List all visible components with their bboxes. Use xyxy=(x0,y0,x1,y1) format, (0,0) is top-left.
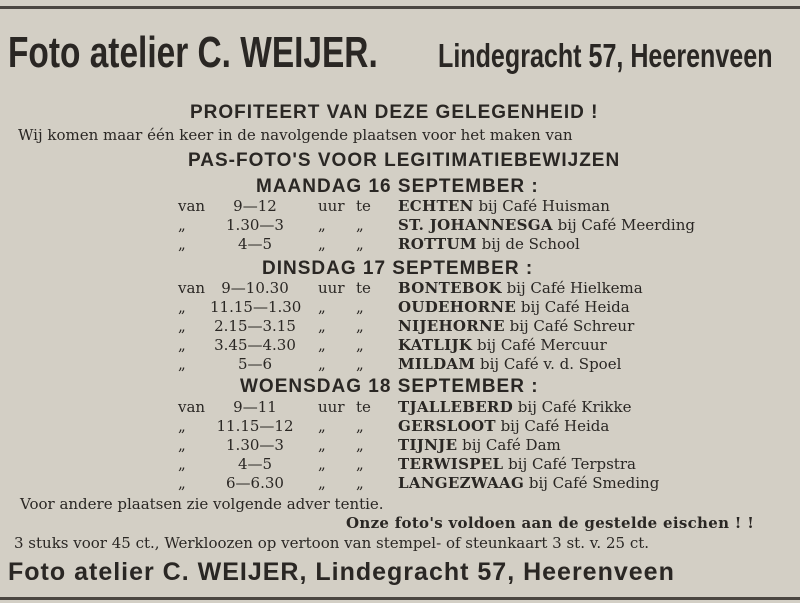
schedule-row xyxy=(0,436,800,455)
footer-signature: Foto atelier C. WEIJER, Lindegracht 57, Heerenveen xyxy=(8,558,675,586)
guarantee-line: Onze foto's voldoen aan de gestelde eischen ! ! xyxy=(346,514,755,532)
uur-label: „ xyxy=(318,474,326,492)
van-label: „ xyxy=(178,216,186,234)
time-range: 11.15—12 xyxy=(216,417,294,435)
schedule-row xyxy=(0,355,800,374)
place-name: LANGEZWAAG xyxy=(398,474,525,492)
van-label: van xyxy=(178,197,206,215)
uur-label: „ xyxy=(318,298,326,316)
uur-label: „ xyxy=(318,317,326,335)
location xyxy=(398,216,695,234)
te-label: te xyxy=(356,398,371,416)
time-range: 9—11 xyxy=(233,398,277,416)
place-name: NIJEHORNE xyxy=(398,317,505,335)
location xyxy=(398,455,636,473)
te-label: te xyxy=(356,197,371,215)
schedule-row xyxy=(0,298,800,317)
te-label: „ xyxy=(356,317,364,335)
header-title: Foto atelier C. WEIJER. xyxy=(8,28,378,77)
schedule-row xyxy=(0,216,800,235)
te-label: „ xyxy=(356,235,364,253)
location xyxy=(398,474,659,492)
uur-label: „ xyxy=(318,436,326,454)
te-label: „ xyxy=(356,355,364,373)
top-rule xyxy=(0,6,800,9)
place-name: TIJNJE xyxy=(398,436,458,454)
header xyxy=(8,18,793,88)
place-name: ROTTUM xyxy=(398,235,477,253)
place-name: KATLIJK xyxy=(398,336,473,354)
place-name: MILDAM xyxy=(398,355,476,373)
location xyxy=(398,235,580,253)
van-label: „ xyxy=(178,235,186,253)
uur-label: „ xyxy=(318,235,326,253)
time-range: 9—10.30 xyxy=(221,279,289,297)
schedule-row xyxy=(0,197,800,216)
other-places-note: Voor andere plaatsen zie volgende adver tentie. xyxy=(20,495,384,513)
headline: PROFITEERT VAN DEZE GELEGENHEID ! xyxy=(190,102,599,123)
time-range: 4—5 xyxy=(237,455,273,473)
time-range: 2.15—3.15 xyxy=(214,317,296,335)
location xyxy=(398,279,643,297)
uur-label: „ xyxy=(318,216,326,234)
venue: bij Café Dam xyxy=(462,436,561,454)
time-range: 9—12 xyxy=(233,197,277,215)
place-name: TJALLEBERD xyxy=(398,398,514,416)
day-heading: MAANDAG 16 SEPTEMBER : xyxy=(256,176,539,197)
schedule-row xyxy=(0,398,800,417)
uur-label: uur xyxy=(318,279,345,297)
place-name: TERWISPEL xyxy=(398,455,504,473)
day-heading: DINSDAG 17 SEPTEMBER : xyxy=(262,258,534,279)
schedule-row xyxy=(0,279,800,298)
day-heading: WOENSDAG 18 SEPTEMBER : xyxy=(240,376,539,397)
venue: bij Café Meerding xyxy=(557,216,695,234)
van-label: „ xyxy=(178,455,186,473)
schedule-row xyxy=(0,235,800,254)
van-label: van xyxy=(178,398,206,416)
venue: bij Café Heida xyxy=(520,298,630,316)
te-label: „ xyxy=(356,298,364,316)
time-range: 1.30—3 xyxy=(226,436,284,454)
te-label: „ xyxy=(356,417,364,435)
venue: bij Café Terpstra xyxy=(508,455,636,473)
van-label: „ xyxy=(178,298,186,316)
venue: bij Café v. d. Spoel xyxy=(480,355,622,373)
time-range: 1.30—3 xyxy=(226,216,284,234)
van-label: „ xyxy=(178,436,186,454)
venue: bij Café Heida xyxy=(500,417,610,435)
time-range: 5—6 xyxy=(237,355,273,373)
venue: bij Café Schreur xyxy=(509,317,635,335)
time-range: 6—6.30 xyxy=(226,474,284,492)
schedule-row xyxy=(0,474,800,493)
venue: bij Café Smeding xyxy=(528,474,660,492)
venue: bij Café Mercuur xyxy=(477,336,607,354)
header-address: Lindegracht 57, Heerenveen xyxy=(438,37,773,74)
time-range: 3.45—4.30 xyxy=(214,336,296,354)
van-label: „ xyxy=(178,355,186,373)
subject-line: PAS-FOTO'S VOOR LEGITIMATIEBEWIJZEN xyxy=(188,150,621,171)
place-name: BONTEBOK xyxy=(398,279,502,297)
uur-label: uur xyxy=(318,398,345,416)
location xyxy=(398,355,621,373)
uur-label: „ xyxy=(318,417,326,435)
intro-text: Wij komen maar één keer in de navolgende plaatsen voor het maken van xyxy=(18,126,573,144)
location xyxy=(398,336,607,354)
uur-label: uur xyxy=(318,197,345,215)
time-range: 11.15—1.30 xyxy=(210,298,302,316)
location xyxy=(398,436,561,454)
te-label: „ xyxy=(356,336,364,354)
uur-label: „ xyxy=(318,355,326,373)
schedule-row xyxy=(0,455,800,474)
te-label: „ xyxy=(356,474,364,492)
place-name: OUDEHORNE xyxy=(398,298,517,316)
te-label: „ xyxy=(356,436,364,454)
uur-label: „ xyxy=(318,336,326,354)
venue: bij de School xyxy=(481,235,580,253)
van-label: „ xyxy=(178,474,186,492)
place-name: GERSLOOT xyxy=(398,417,496,435)
van-label: „ xyxy=(178,417,186,435)
time-range: 4—5 xyxy=(237,235,273,253)
schedule-row xyxy=(0,317,800,336)
schedule-row xyxy=(0,336,800,355)
venue: bij Café Hielkema xyxy=(506,279,643,297)
location xyxy=(398,417,609,435)
te-label: „ xyxy=(356,216,364,234)
te-label: „ xyxy=(356,455,364,473)
location xyxy=(398,197,610,215)
price-line: 3 stuks voor 45 ct., Werkloozen op vertoon van stempel- of steunkaart 3 st. v. 25 ct. xyxy=(14,534,650,552)
uur-label: „ xyxy=(318,455,326,473)
bottom-rule xyxy=(0,597,800,600)
schedule-row xyxy=(0,417,800,436)
van-label: „ xyxy=(178,317,186,335)
van-label: van xyxy=(178,279,206,297)
location xyxy=(398,317,634,335)
venue: bij Café Huisman xyxy=(478,197,610,215)
te-label: te xyxy=(356,279,371,297)
location xyxy=(398,398,631,416)
venue: bij Café Krikke xyxy=(517,398,632,416)
van-label: „ xyxy=(178,336,186,354)
location xyxy=(398,298,630,316)
place-name: ST. JOHANNESGA xyxy=(398,216,553,234)
place-name: ECHTEN xyxy=(398,197,474,215)
